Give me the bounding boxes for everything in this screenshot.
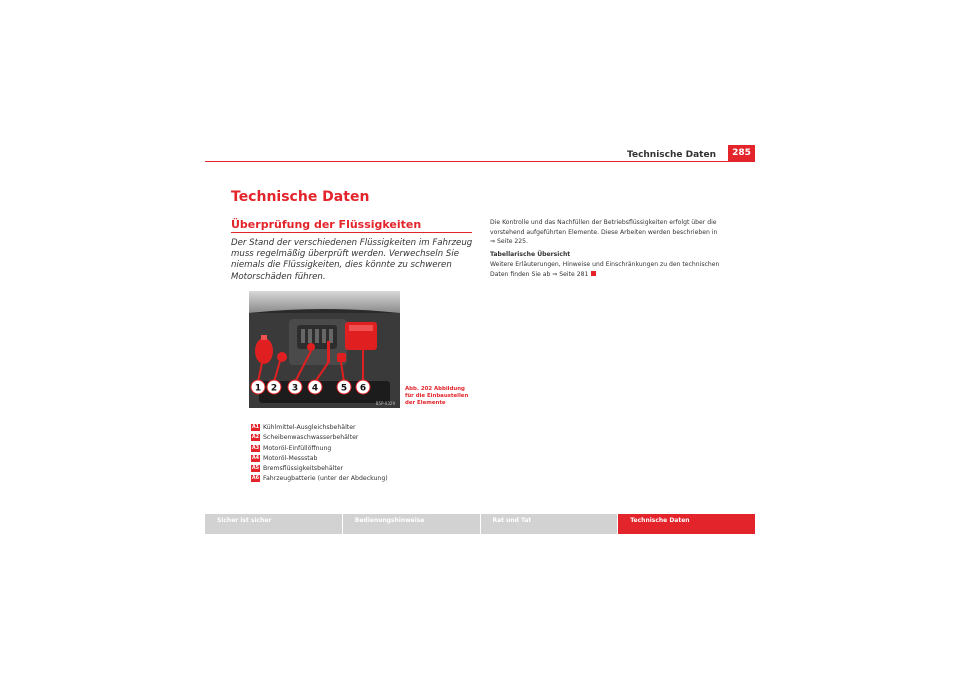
list-item (251, 423, 388, 433)
table-overview-heading: Tabellarische Übersicht (490, 251, 571, 258)
callout-4: 4 (311, 383, 319, 394)
footer-tab-safety[interactable]: Sicher ist sicher (205, 514, 343, 534)
list-marker: A3 (251, 444, 260, 451)
list-marker: A1 (251, 424, 260, 430)
list-item-text: Motoröl-Messstab (263, 454, 318, 462)
list-item-text: Fahrzeugbatterie (unter der Abdeckung) (263, 475, 388, 483)
list-marker: A6 (251, 475, 260, 482)
section-title: Überprüfung der Flüssigkeiten (231, 218, 422, 231)
list-item (251, 464, 388, 474)
list-marker: A5 (251, 465, 260, 472)
list-marker: A4 (251, 454, 260, 461)
callout-5: 5 (340, 383, 348, 394)
callout-3: 3 (291, 383, 299, 394)
header-divider (205, 161, 755, 162)
list-item-text: Scheibenwaschwasserbehälter (263, 434, 359, 442)
list-item-text: Motoröl-Einfüllöffnung (263, 444, 332, 452)
footer-nav (205, 514, 755, 534)
callout-6: 6 (359, 383, 367, 394)
callout-2: 2 (270, 383, 278, 394)
tech-data-text: Weitere Erläuterungen, Hinweise und Einschränkungen zu den technischen Daten finden Sie ab ⇒ Seite 281 (490, 261, 720, 278)
list-item-text: Kühlmittel-Ausgleichsbehälter (263, 424, 356, 431)
footer-tab-advice[interactable]: Rat und Tat (481, 514, 619, 534)
figure-code: B5P-0329 (375, 401, 395, 406)
engine-bay-illustration (249, 291, 400, 408)
intro-paragraph: Der Stand der verschiedenen Flüssigkeiten im Fahrzeug muss regelmäßig überprüft werden. Verwechseln Sie niemals die Flüssigkeiten, dies könnte zu schweren Motorschäden führen. (231, 238, 473, 282)
section-divider (231, 232, 472, 233)
callout-1: 1 (254, 383, 262, 394)
list-item (251, 474, 388, 484)
tech-data-paragraph (490, 260, 720, 279)
page-number-badge: 285 (728, 145, 755, 162)
list-item-text: Bremsflüssigkeitsbehälter (263, 465, 344, 473)
list-item (251, 433, 388, 443)
component-list (251, 423, 388, 485)
list-item (251, 454, 388, 464)
maintenance-paragraph: Die Kontrolle und das Nachfüllen der Betriebsflüssigkeiten erfolgt über die vorstehend aufgeführten Elemente. Diese Arbeiten werden beschrieben in ⇒ Seite 225. (490, 219, 718, 246)
list-marker: A2 (251, 434, 260, 441)
section-end-marker (591, 271, 596, 276)
chapter-title: Technische Daten (231, 189, 370, 205)
footer-tab-operation[interactable]: Bedienungshinweise (343, 514, 481, 534)
footer-tab-technical-data[interactable]: Technische Daten (618, 514, 755, 534)
engine-bay-figure (249, 291, 400, 408)
figure-caption: Abb. 202 Abbildung für die Einbaustellen der Elemente (405, 386, 469, 406)
running-header-title: Technische Daten (627, 150, 716, 160)
list-item (251, 444, 388, 454)
